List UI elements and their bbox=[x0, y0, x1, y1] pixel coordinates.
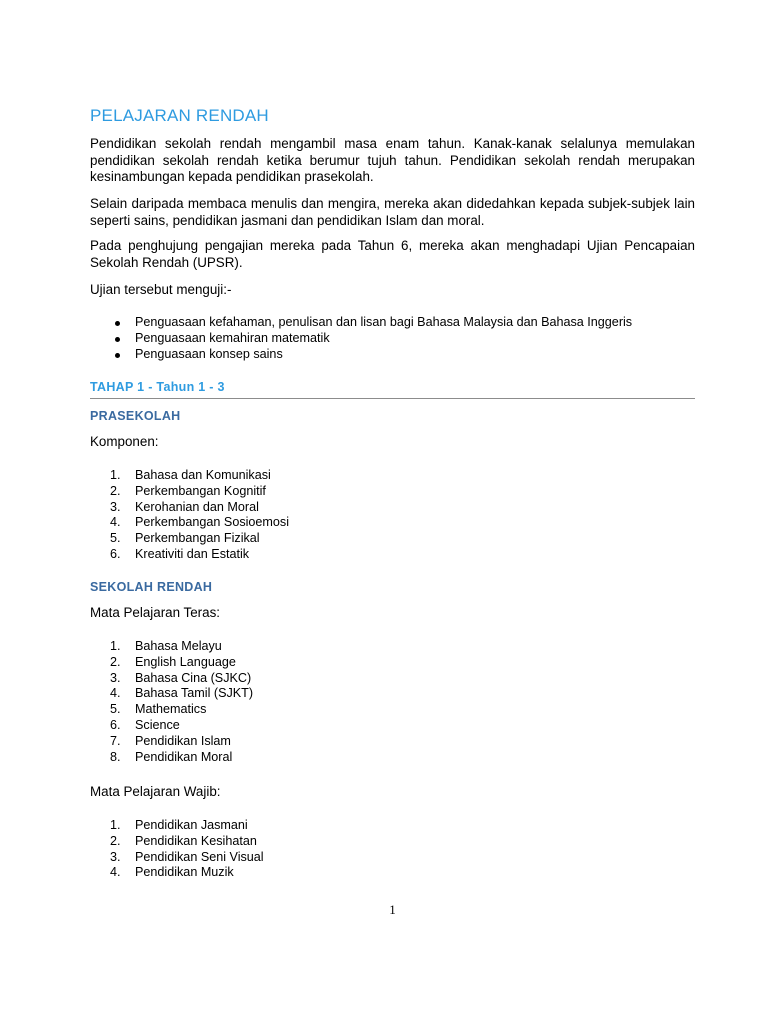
document-page bbox=[90, 0, 695, 1024]
list-item: 4. Perkembangan Sosioemosi bbox=[110, 515, 290, 530]
list-item: 3. Bahasa Cina (SJKC) bbox=[110, 670, 252, 685]
bullet-icon bbox=[115, 321, 120, 326]
list-item: 4. Pendidikan Muzik bbox=[110, 865, 234, 880]
preschool-components-list bbox=[90, 468, 289, 563]
bullet-icon bbox=[115, 353, 120, 358]
compulsory-subjects-list bbox=[90, 818, 264, 881]
page-number: 1 bbox=[389, 902, 396, 917]
subjects-paragraph: Selain daripada membaca menulis dan mengira, mereka akan didedahkan kepada subjek-subjek lain seperti sains, pendidikan jasmani dan pendidikan Islam dan moral. bbox=[90, 196, 695, 228]
list-item: Penguasaan kefahaman, penulisan dan lisan bagi Bahasa Malaysia dan Bahasa Inggeris bbox=[90, 315, 632, 331]
list-item: 8. Pendidikan Moral bbox=[110, 749, 233, 764]
list-item: Penguasaan konsep sains bbox=[90, 347, 632, 363]
list-item: 3. Pendidikan Seni Visual bbox=[110, 849, 264, 864]
list-item: 6. Science bbox=[110, 717, 180, 732]
preschool-heading: PRASEKOLAH bbox=[90, 409, 181, 423]
intro-paragraph: Pendidikan sekolah rendah mengambil masa enam tahun. Kanak-kanak selalunya memulakan pendidikan sekolah rendah ketika berumur tujuh tahun. Pendidikan sekolah rendah merupakan kesinambungan kepada pendidikan prasekolah. bbox=[90, 136, 695, 184]
list-item: 6. Kreativiti dan Estatik bbox=[110, 546, 250, 561]
list-item: 1. Bahasa Melayu bbox=[110, 639, 222, 653]
list-item: 1. Bahasa dan Komunikasi bbox=[110, 468, 271, 482]
compulsory-subjects-intro: Mata Pelajaran Wajib: bbox=[90, 784, 221, 799]
upsr-paragraph: Pada penghujung pengajian mereka pada Tahun 6, mereka akan menghadapi Ujian Pencapaian Sekolah Rendah (UPSR). bbox=[90, 238, 695, 270]
stage-heading: TAHAP 1 - Tahun 1 - 3 bbox=[90, 380, 695, 399]
core-subjects-intro: Mata Pelajaran Teras: bbox=[90, 605, 221, 620]
test-items-list bbox=[90, 315, 632, 362]
list-item: Penguasaan kemahiran matematik bbox=[90, 331, 632, 347]
core-subjects-list bbox=[90, 639, 253, 765]
bullet-icon bbox=[115, 337, 120, 342]
list-item: 5. Perkembangan Fizikal bbox=[110, 531, 260, 546]
list-item: 1. Pendidikan Jasmani bbox=[110, 818, 248, 832]
list-item: 3. Kerohanian dan Moral bbox=[110, 499, 259, 514]
list-item: 2. Perkembangan Kognitif bbox=[110, 483, 266, 498]
list-item: 2. Pendidikan Kesihatan bbox=[110, 833, 257, 848]
list-item: 7. Pendidikan Islam bbox=[110, 733, 231, 748]
list-item: 2. English Language bbox=[110, 654, 236, 669]
list-item: 4. Bahasa Tamil (SJKT) bbox=[110, 686, 254, 701]
page-title: PELAJARAN RENDAH bbox=[90, 106, 269, 125]
test-intro: Ujian tersebut menguji:- bbox=[90, 282, 232, 297]
primary-school-heading: SEKOLAH RENDAH bbox=[90, 580, 213, 594]
preschool-intro: Komponen: bbox=[90, 434, 159, 449]
list-item: 5. Mathematics bbox=[110, 702, 207, 717]
